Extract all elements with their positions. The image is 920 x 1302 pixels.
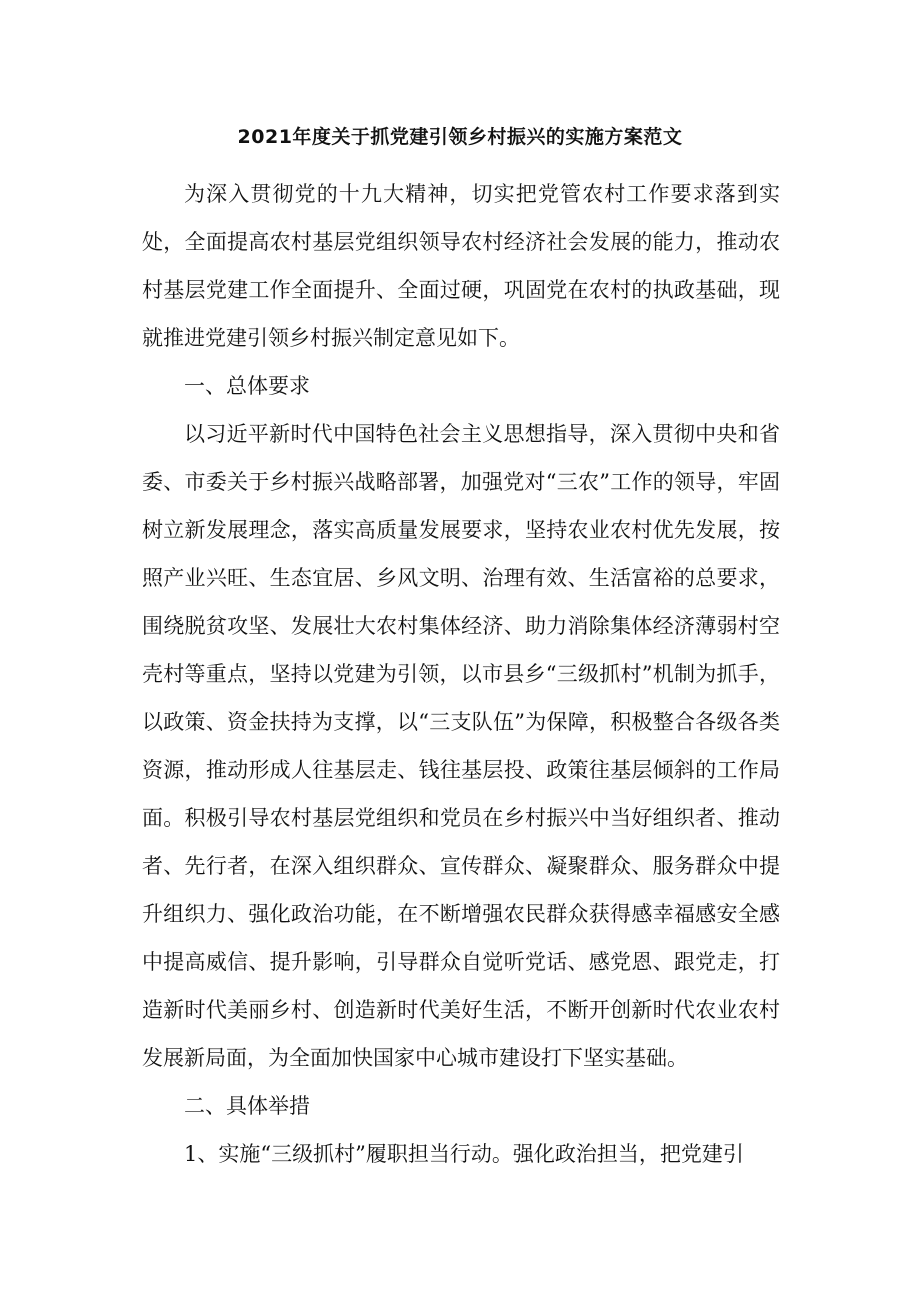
document-title: 2021年度关于抓党建引领乡村振兴的实施方案范文 (237, 126, 683, 148)
section-heading-general-requirements: 一、总体要求 (184, 374, 310, 398)
document-body (142, 170, 780, 1178)
intro-paragraph: 为深入贯彻党的十九大精神，切实把党管农村工作要求落到实处，全面提高农村基层党组织领导农村经济社会发展的能力，推动农村基层党建工作全面提升、全面过硬，巩固党在农村的执政基础，现就推进党建引领乡村振兴制定意见如下。 (142, 182, 780, 350)
section-body-general-requirements: 以习近平新时代中国特色社会主义思想指导，深入贯彻中央和省委、市委关于乡村振兴战略部署，加强党对“三农”工作的领导，牢固树立新发展理念，落实高质量发展要求，坚持农业农村优先发展，按照产业兴旺、生态宜居、乡风文明、治理有效、生活富裕的总要求，围绕脱贫攻坚、发展壮大农村集体经济、助力消除集体经济薄弱村空壳村等重点，坚持以党建为引领，以市县乡“三级抓村”机制为抓手，以政策、资金扶持为支撑，以“三支队伍”为保障，积极整合各级各类资源，推动形成人往基层走、钱往基层投、政策往基层倾斜的工作局面。积极引导农村基层党组织和党员在乡村振兴中当好组织者、推动者、先行者，在深入组织群众、宣传群众、凝聚群众、服务群众中提升组织力、强化政治功能，在不断增强农民群众获得感幸福感安全感中提高威信、提升影响，引导群众自觉听党话、感党恩、跟党走，打造新时代美丽乡村、创造新时代美好生活，不断开创新时代农业农村发展新局面，为全面加快国家中心城市建设打下坚实基础。 (142, 422, 780, 1070)
measure-item-1: 1、实施“三级抓村”履职担当行动。强化政治担当，把党建引 (184, 1142, 744, 1166)
section-heading-specific-measures: 二、具体举措 (184, 1094, 310, 1118)
